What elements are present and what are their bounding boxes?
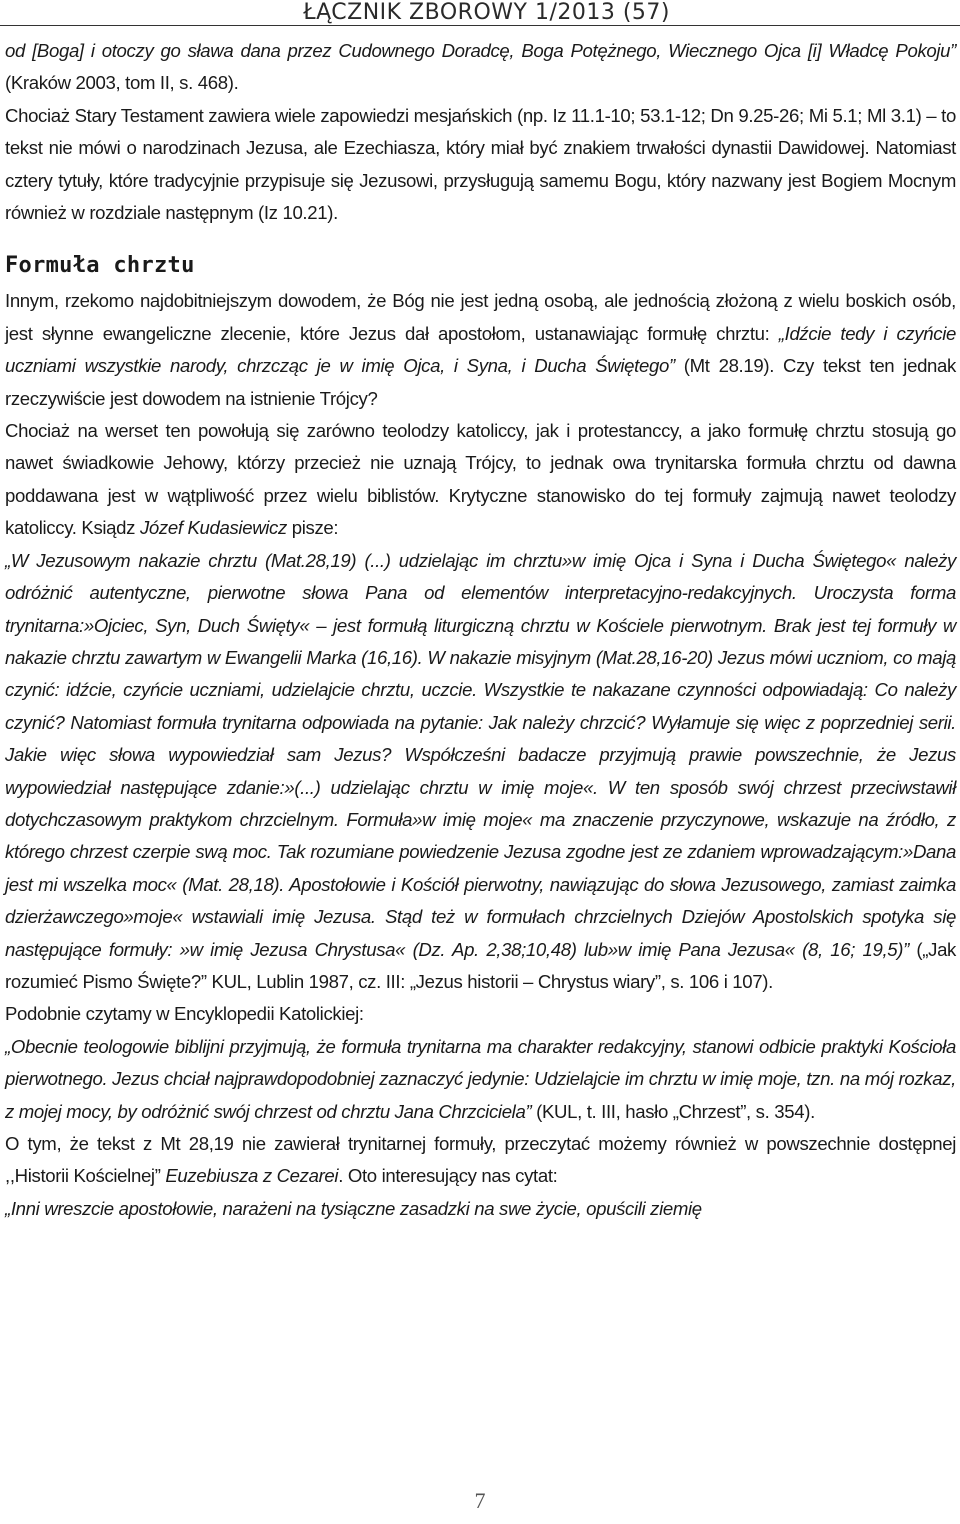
paragraph — [5, 545, 956, 999]
paragraph — [5, 1031, 956, 1128]
italic-text: od [Boga] i otoczy go sława dana przez Cudownego Doradcę, Boga Potężnego, Wiecznego Ojca [i] Władcę Pokoju” — [5, 40, 956, 61]
section-heading: Formuła chrztu — [5, 253, 195, 279]
paragraph — [5, 100, 956, 230]
text-span: pisze: — [286, 517, 339, 539]
text-span: . Oto interesujący nas cytat: — [338, 1165, 558, 1187]
italic-text: „Obecnie teologowie biblijni przyjmują, że formuła trynitarna ma charakter redakcyjny, stanowi odbicie praktyki Kościoła pierwotnego. Jezus chciał najprawdopodobniej zaznaczyć jedynie: Udzielajcie im chrztu w imię moje, tzn. na mój rozkaz, z mojej mocy, by odróżnić swój chrzest od chrztu Jana Chrzciciela” — [5, 1035, 956, 1122]
text-span: („Jak rozumieć Pismo Święte?” KUL, Lublin 1987, cz. III: „Jezus historii – Chrystus wiary”, s. 106 i 107). — [5, 938, 957, 992]
italic-text: Józef Kudasiewicz — [139, 517, 287, 539]
text-span: Chociaż Stary Testament zawiera wiele zapowiedzi mesjańskich (np. Iz 11.1-10; 53.1-12; Dn 9.25-26; Mi 5.1; Ml 3.1) – to tekst nie mówi o narodzinach Jezusa, ale Ezechiasza, który miał być znakiem trwałości dynastii Dawidowej. Natomiast cztery tytuły, które tradycyjnie przypisuje się Jezusowi, przysługują samemu Bogu, który nazwany jest Bogiem Mocnym również w rozdziale następnym (Iz 10.21). — [5, 104, 956, 224]
text-span: (KUL, t. III, hasło „Chrzest”, s. 354). — [531, 1100, 815, 1122]
text-span: (Kraków 2003, tom II, s. 468). — [5, 72, 239, 94]
italic-text: Euzebiusza z Cezarei — [165, 1165, 339, 1187]
italic-text: „Inni wreszcie apostołowie, narażeni na tysiączne zasadzki na swe życie, opuścili ziemię — [5, 1197, 702, 1219]
paragraph — [5, 35, 956, 100]
page-number: 7 — [474, 1488, 486, 1513]
text-span: O tym, że tekst z Mt 28,19 nie zawierał trynitarnej formuły, przeczytać możemy również w powszechnie dostępnej ,,Historii Kościelnej” — [5, 1133, 956, 1187]
paragraph — [5, 998, 956, 1030]
text-span: Chociaż na werset ten powołują się zarówno teolodzy katoliccy, jak i protestanccy, a jako formułę chrztu stosują go nawet świadkowie Jehowy, którzy przecież nie uznają Trójcy, to jednak owa trynitarska formuła chrztu od dawna poddawana jest w wątpliwość przez wielu biblistów. Krytyczne stanowisko do tej formuły zajmują nawet teolodzy katoliccy. Ksiądz — [5, 420, 956, 539]
paragraph — [5, 415, 956, 545]
text-span: Podobnie czytamy w Encyklopedii Katolickiej: — [5, 1003, 364, 1025]
section-paragraphs — [5, 285, 956, 1225]
article-body — [5, 35, 956, 1225]
italic-text: „Idźcie tedy i czyńcie uczniami wszystkie narody, chrzcząc je w imię Ojca, i Syna, i Ducha Świętego” — [5, 322, 957, 377]
paragraph — [5, 285, 956, 415]
paragraph — [5, 1193, 956, 1225]
intro-paragraphs — [5, 35, 956, 229]
text-span: Innym, rzekomo najdobitniejszym dowodem, że Bóg nie jest jedną osobą, ale jednością złożoną z wielu boskich osób, jest słynne ewangeliczne zlecenie, które Jezus dał apostołom, ustanawiając formułę chrztu: — [5, 290, 956, 344]
journal-title: ŁĄCZNIK ZBOROWY 1/2013 (57) — [303, 0, 670, 25]
italic-text: „W Jezusowym nakazie chrztu (Mat.28,19) (...) udzielając im chrztu»w imię Ojca i Syna i Ducha Świętego« należy odróżnić autentyczne, pierwotne słowa Pana od elementów interpretacyjno-redakcyjnych. Uroczysta forma trynitarna:»Ojciec, Syn, Duch Święty« – jest formułą liturgiczną chrztu w Kościele pierwotnym. Brak jest tej formuły w nakazie chrztu zawartym w Ewangelii Marka (16,16). W nakazie misyjnym (Mat.28,16-20) Jezus mówi uczniom, co mają czynić: idźcie, czyńcie uczniami, udzielajcie chrztu, uczcie. Wszystkie te nakazane czynności odpowiadają: Co należy czynić? Natomiast formuła trynitarna odpowiada na pytanie: Jak należy chrzcić? Wyłamuje się więc z poprzedniej serii. Jakie więc słowa wypowiedział sam Jezus? Współcześni badacze przyjmują prawie powszechnie, że Jezus wypowiedział następujące zdanie:»(...) udzielając chrztu w imię moje«. W ten sposób swój chrzest przeciwstawił dotychczasowym praktykom chrzcielnym. Formuła»w imię moje« ma znaczenie przyczynowe, wskazuje na źródło, z którego chrzest czerpie swą moc. Tak rozumiane powiedzenie Jezusa zgodne jest ze zdaniem wprowadzającym:»Dana jest mi wszelka moc« (Mat. 28,18). Apostołowie i Kościół pierwotny, nawiązując do słowa Jezusowego, zamiast zaimka dzierżawczego»moje« wstawiali imię Jezusa. Stąd też w formułach chrzcielnych Dziejów Apostolskich spotyka się następujące formuły: »w imię Jezusa Chrystusa« (Dz. Ap. 2,38;10,48) lub»w imię Pana Jezusa« (8, 16; 19,5)” — [5, 549, 956, 960]
text-span: (Mt 28.19). Czy tekst ten jednak rzeczywiście jest dowodem na istnienie Trójcy? — [5, 355, 956, 409]
paragraph — [5, 1128, 956, 1193]
header-rule — [0, 25, 960, 26]
page-header — [0, 0, 960, 26]
